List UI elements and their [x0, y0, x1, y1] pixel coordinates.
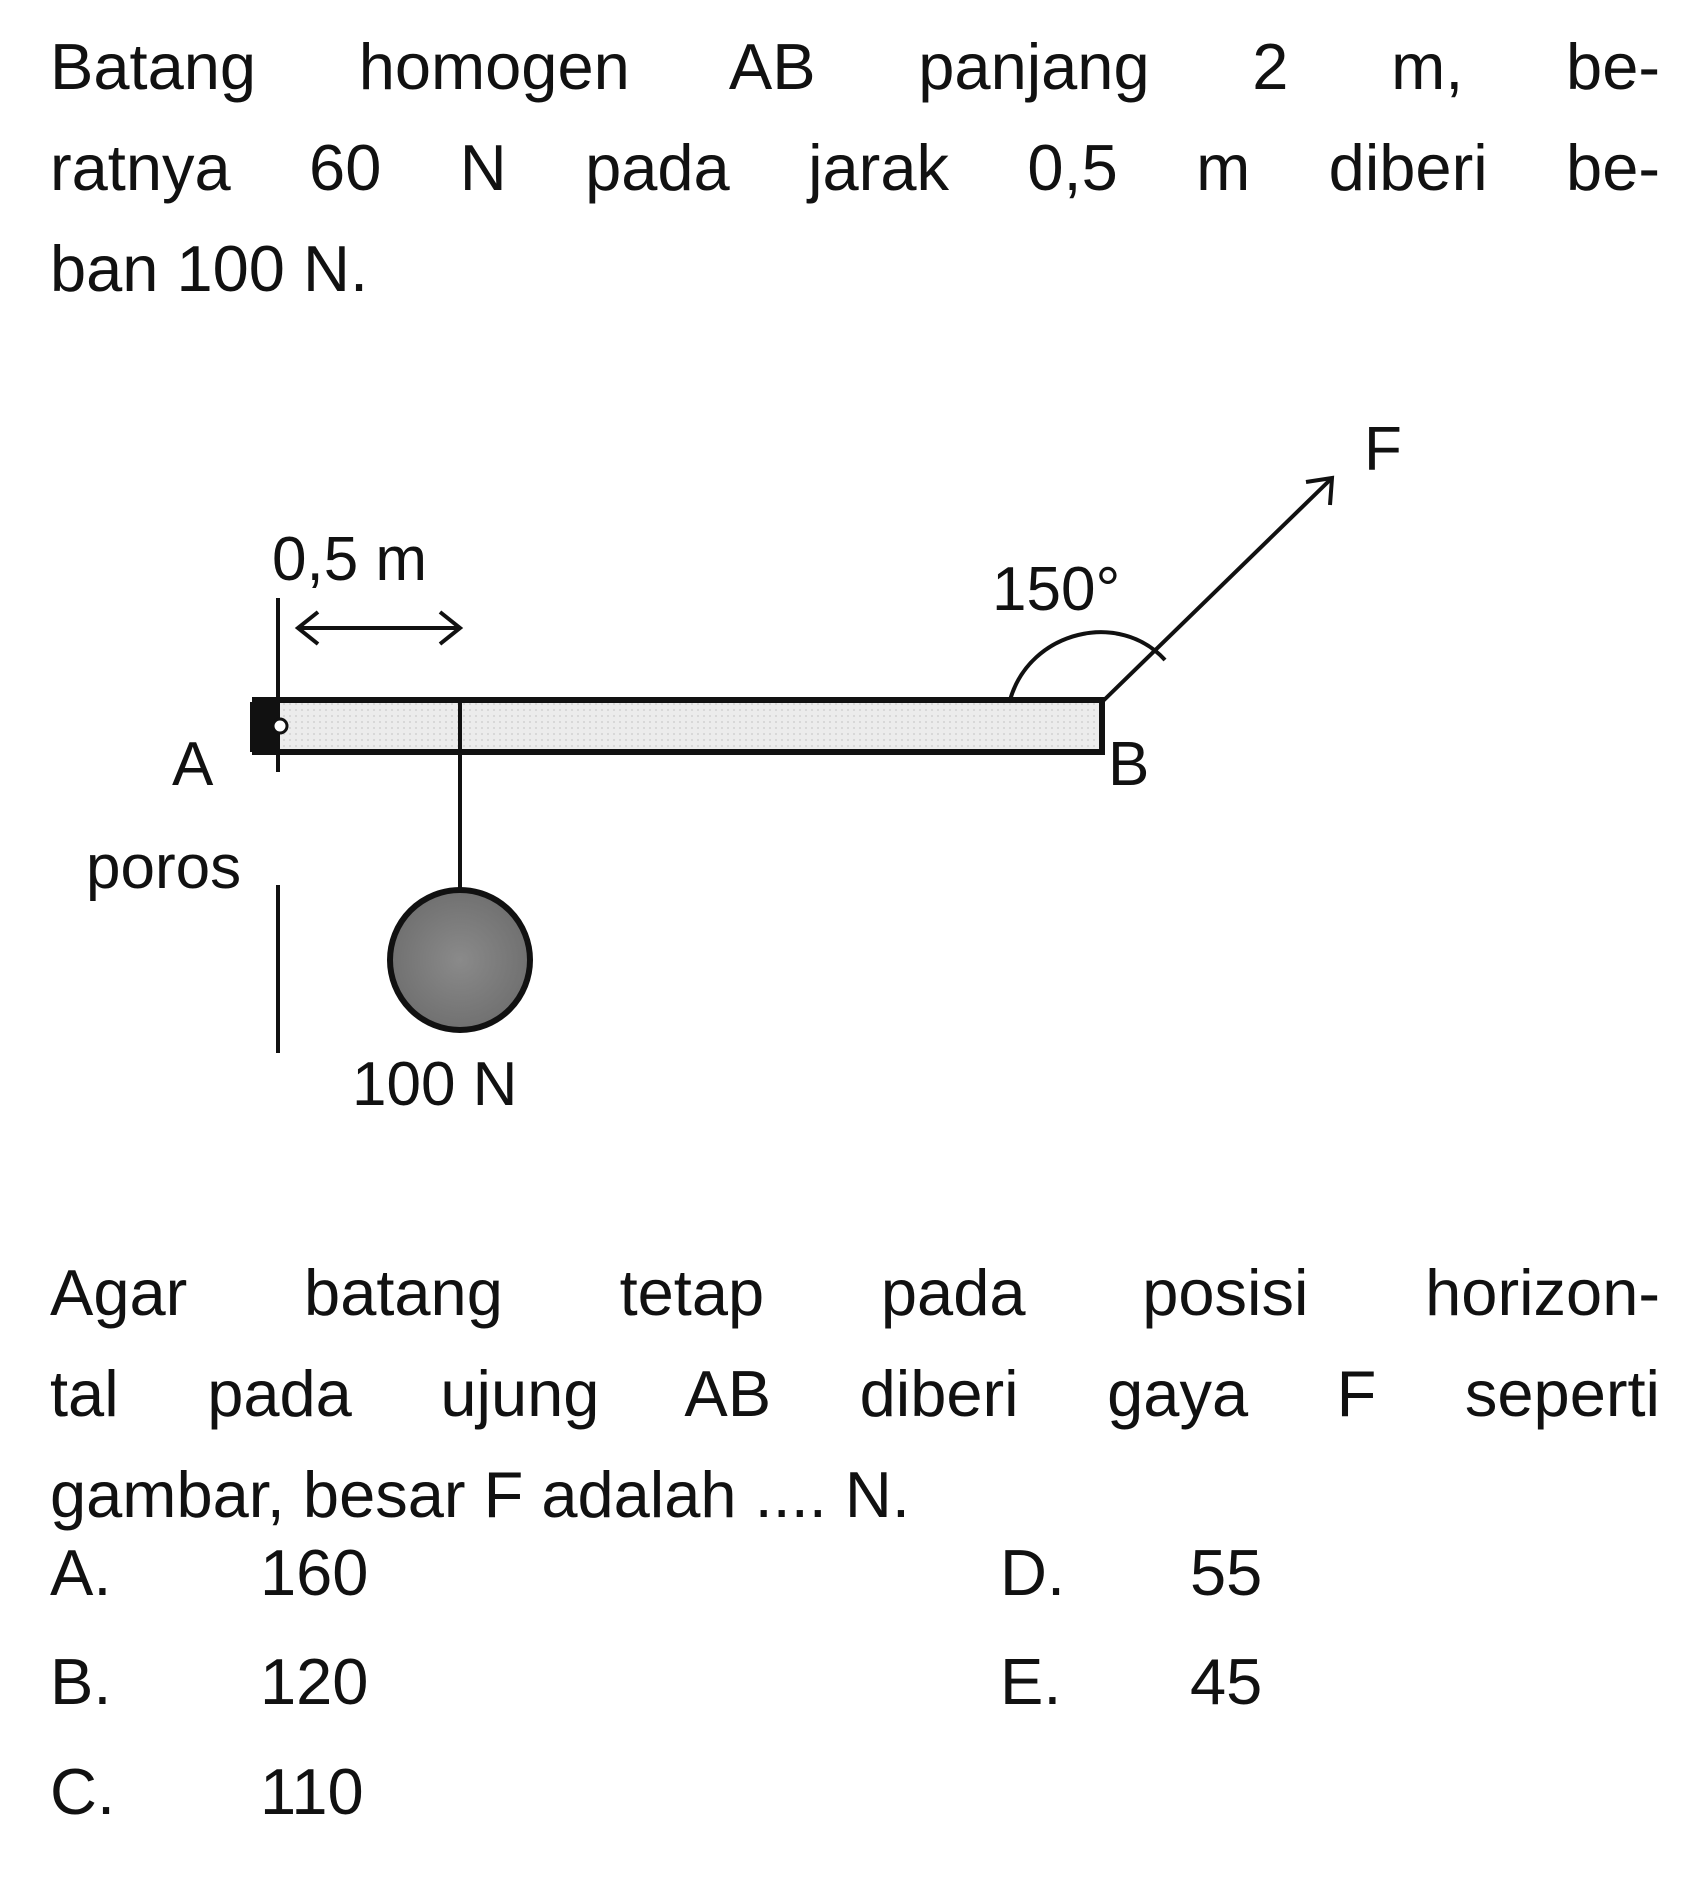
force-label: F: [1364, 415, 1402, 484]
option-letter: A.: [50, 1536, 112, 1609]
option-c[interactable]: [50, 1752, 364, 1832]
angle-label: 150°: [992, 555, 1121, 624]
question-prompt-line: Agar batang tetap pada posisi horizon-: [50, 1256, 1660, 1329]
pivot-label: poros: [86, 833, 242, 902]
load-weight: [390, 890, 530, 1030]
question-intro-line: ratnya 60 N pada jarak 0,5 m diberi be-: [50, 131, 1660, 204]
question-prompt-line: tal pada ujung AB diberi gaya F seperti: [50, 1357, 1660, 1430]
force-arrow: [1102, 478, 1332, 702]
option-a[interactable]: [50, 1533, 368, 1613]
distance-label: 0,5 m: [272, 525, 428, 594]
option-value: 55: [1190, 1536, 1263, 1609]
option-value: 120: [260, 1645, 369, 1718]
option-value: 110: [260, 1755, 364, 1828]
option-letter: C.: [50, 1755, 115, 1828]
option-d[interactable]: [1000, 1533, 1262, 1613]
load-label: 100 N: [352, 1050, 518, 1119]
option-letter: B.: [50, 1645, 112, 1718]
option-b[interactable]: [50, 1642, 368, 1722]
distance-arrow: [298, 612, 460, 644]
pivot-pin: [273, 719, 287, 733]
question-intro-line: Batang homogen AB panjang 2 m, be-: [50, 30, 1660, 103]
end-a-label: A: [172, 730, 214, 799]
option-letter: D.: [1000, 1536, 1065, 1609]
question-prompt: [50, 1242, 1660, 1545]
question-intro-line: ban 100 N.: [50, 232, 369, 305]
beam-ab: [255, 700, 1102, 752]
angle-arc: [1010, 632, 1165, 700]
option-value: 160: [260, 1536, 369, 1609]
option-e[interactable]: [1000, 1642, 1262, 1722]
option-letter: E.: [1000, 1645, 1062, 1718]
question-prompt-line: gambar, besar F adalah .... N.: [50, 1458, 910, 1531]
end-b-label: B: [1108, 730, 1150, 799]
option-value: 45: [1190, 1645, 1263, 1718]
